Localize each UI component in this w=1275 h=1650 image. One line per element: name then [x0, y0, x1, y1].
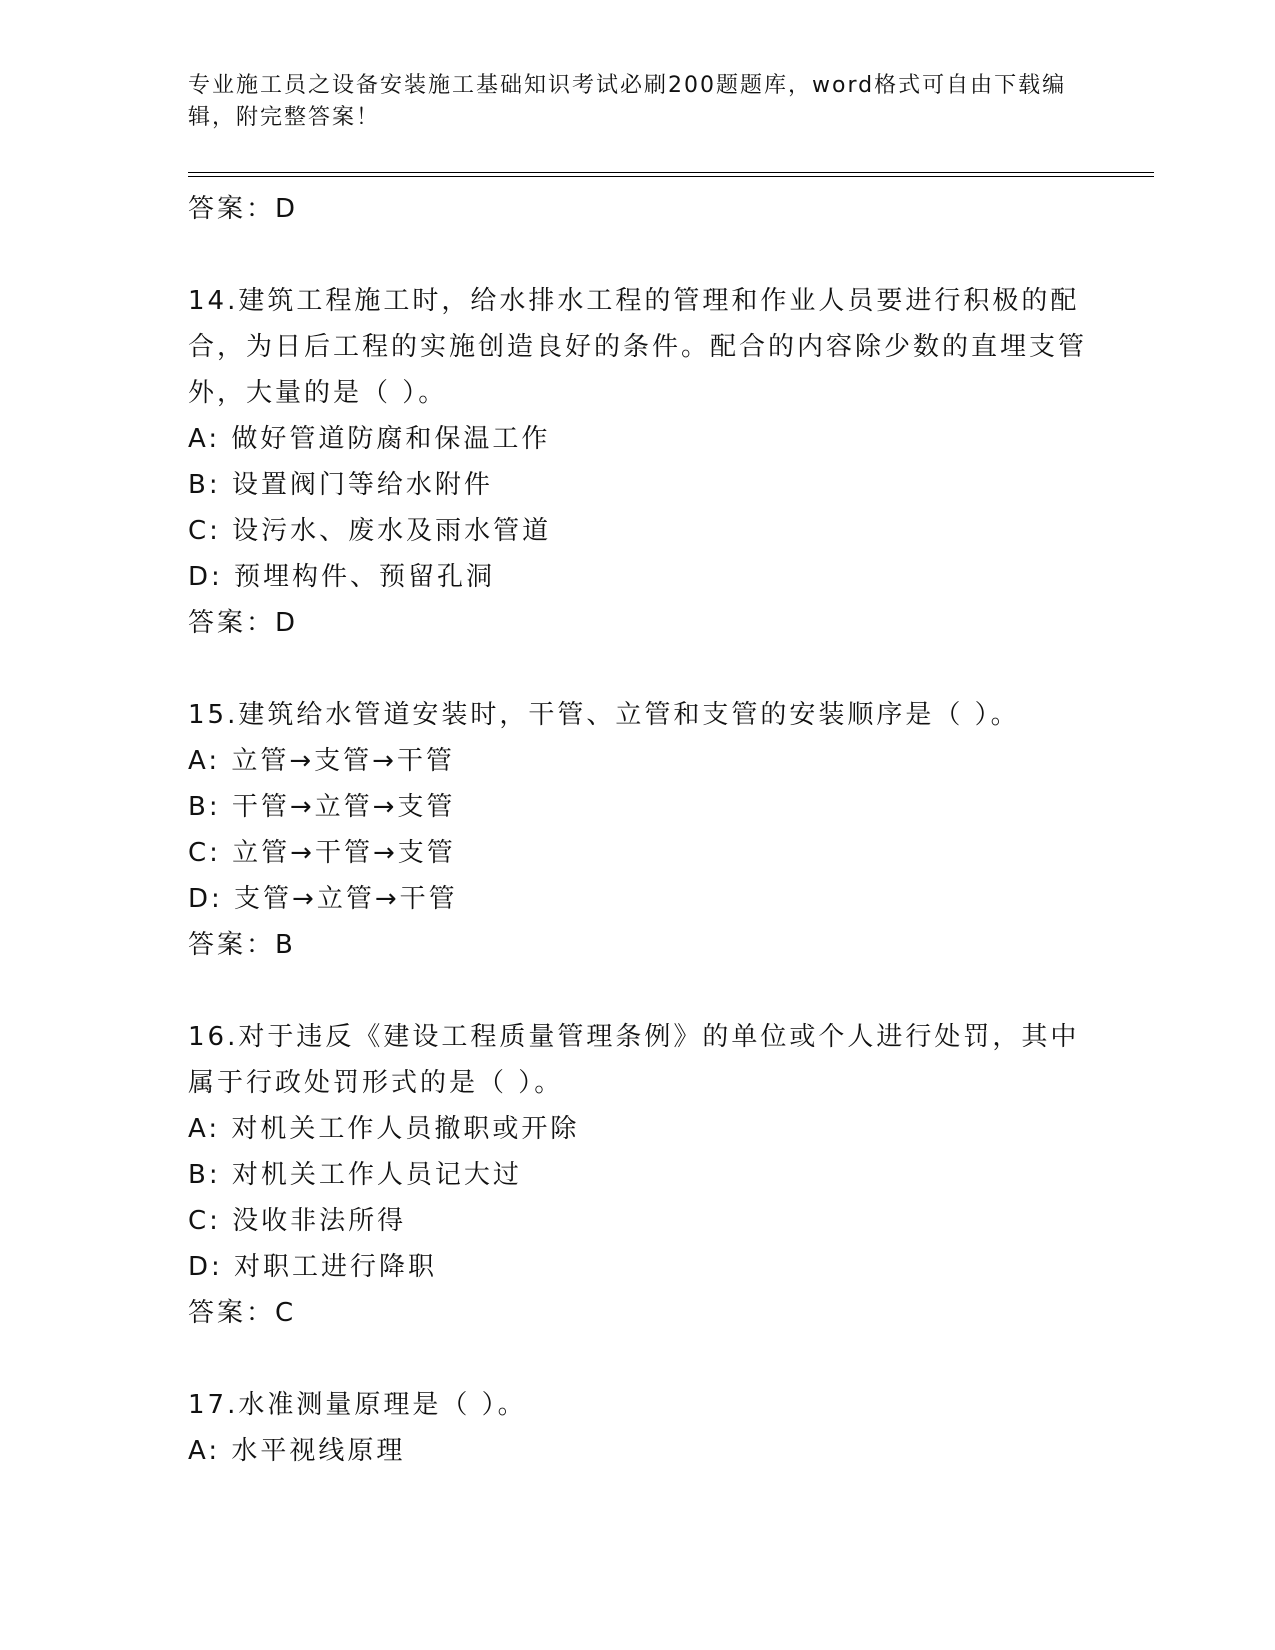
document-body: [188, 186, 1088, 1474]
option-b: B: 设置阀门等给水附件: [188, 470, 493, 500]
question-block: [188, 692, 1088, 968]
answer-line: [188, 186, 1088, 232]
option-a: A: 水平视线原理: [188, 1436, 406, 1466]
option-a: A: 对机关工作人员撤职或开除: [188, 1114, 580, 1144]
answer-line: [188, 1290, 1088, 1336]
option-c: C: 没收非法所得: [188, 1206, 407, 1236]
option-b: B: 干管→立管→支管: [188, 792, 456, 822]
option-b: B: 对机关工作人员记大过: [188, 1160, 522, 1190]
header-title: 专业施工员之设备安装施工基础知识考试必刷200题题库，word格式可自由下载编辑，附完整答案！: [188, 73, 1067, 130]
answer-line: [188, 922, 1088, 968]
document-header: [188, 70, 1088, 134]
answer-label: 答案：: [188, 608, 276, 638]
answer-label: 答案：: [188, 194, 276, 224]
option-a: A: 做好管道防腐和保温工作: [188, 424, 551, 454]
answer-value: C: [275, 1298, 297, 1328]
question-stem: 16.对于违反《建设工程质量管理条例》的单位或个人进行处罚，其中属于行政处罚形式的是（ ）。: [188, 1022, 1080, 1098]
answer-value: D: [275, 194, 299, 224]
option-d: D: 预埋构件、预留孔洞: [188, 562, 496, 592]
option-d: D: 支管→立管→干管: [188, 884, 458, 914]
question-stem: 15.建筑给水管道安装时，干管、立管和支管的安装顺序是（ ）。: [188, 700, 1020, 730]
header-rule-top: [188, 172, 1154, 173]
question-stem: 14.建筑工程施工时，给水排水工程的管理和作业人员要进行积极的配合，为日后工程的实施创造良好的条件。配合的内容除少数的直埋支管外，大量的是（ ）。: [188, 286, 1088, 408]
question-stem: 17.水准测量原理是（ ）。: [188, 1390, 527, 1420]
answer-value: B: [275, 930, 296, 960]
answer-label: 答案：: [188, 930, 276, 960]
option-d: D: 对职工进行降职: [188, 1252, 438, 1282]
header-rule-bottom: [188, 176, 1154, 177]
question-block: [188, 1382, 1088, 1474]
answer-label: 答案：: [188, 1298, 276, 1328]
answer-value: D: [275, 608, 299, 638]
option-a: A: 立管→支管→干管: [188, 746, 455, 776]
option-c: C: 设污水、废水及雨水管道: [188, 516, 552, 546]
question-block: [188, 278, 1088, 646]
answer-line: [188, 600, 1088, 646]
question-block: [188, 1014, 1088, 1336]
option-c: C: 立管→干管→支管: [188, 838, 456, 868]
